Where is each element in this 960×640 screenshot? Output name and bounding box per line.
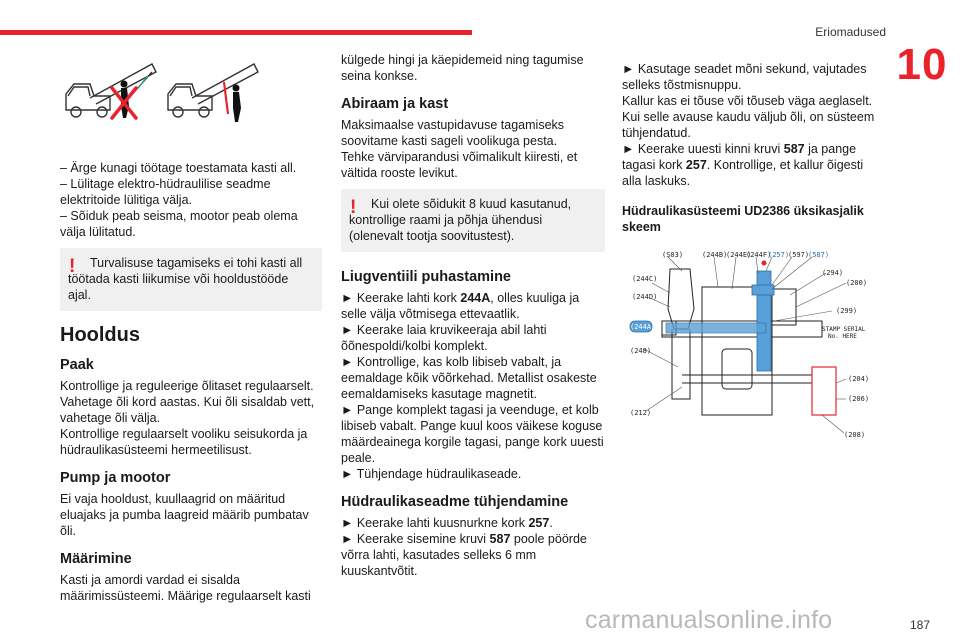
maarimine-text: Kasti ja amordi vardad ei sisalda määrimissüsteemi. Määrige regulaarselt kasti (60, 573, 311, 603)
svg-text:(244D): (244D) (632, 293, 658, 301)
hydraulic-diagram (622, 249, 870, 444)
svg-text:(244C): (244C) (632, 275, 658, 283)
svg-text:(257): (257) (768, 251, 790, 259)
svg-text:(206): (206) (848, 395, 870, 403)
heading-liugventiil: Liugventiili puhastamine (341, 269, 511, 285)
svg-text:(208): (208) (844, 431, 866, 439)
svg-text:(597): (597) (788, 251, 810, 259)
section-heading-hooldus: Hooldus (60, 324, 140, 346)
watermark: carmanualsonline.info (585, 606, 833, 634)
drain-step-1: ► Keerake lahti kuusnurkne kork 257. (341, 516, 553, 530)
drain-step-2: ► Keerake sisemine kruvi 587 poole pöörde võrra lahti, kasutades selleks 6 mm kuuskantvõtit. (341, 532, 587, 578)
svg-text:(244B): (244B) (702, 251, 728, 259)
svg-text:(244A): (244A) (630, 323, 656, 331)
svg-text:(S03): (S03) (662, 251, 684, 259)
abiraam-text-2: Tehke värviparandusi võimalikult kiiresti, et vältida rooste levikut. (341, 150, 578, 180)
svg-text:(244F): (244F) (746, 251, 772, 259)
svg-text:(200): (200) (846, 279, 868, 287)
bullet-item: – Sõiduk peab seisma, mootor peab olema välja lülitatud. (60, 209, 298, 239)
pump-text: Ei vaja hooldust, kuullaagrid on määritud eluajaks ja pumba laagreid määrib pumbatav õli. (60, 492, 309, 538)
heading-maarimine: Määrimine (60, 551, 132, 567)
paak-text: Kontrollige ja reguleerige õlitaset regulaarselt. Vahetage õli kord aastas. Kui õli sisaldab vett, vahetage õli välja. (60, 379, 315, 425)
section-title: Eriomadused (815, 25, 886, 39)
svg-text:(248): (248) (630, 347, 652, 355)
column-2 (341, 52, 605, 579)
safety-bullets (60, 160, 322, 240)
warning-box (341, 189, 605, 252)
heading-abiraam: Abiraam ja kast (341, 96, 449, 112)
svg-text:(294): (294) (822, 269, 844, 277)
svg-text:(212): (212) (630, 409, 652, 417)
drain-step-3: ► Kasutage seadet mõni sekund, vajutades selleks tõstmisnuppu. (622, 62, 867, 92)
warning-box (60, 248, 322, 311)
warning-icon: ! (69, 256, 76, 277)
svg-text:(587): (587) (808, 251, 830, 259)
page-number: 187 (909, 618, 930, 632)
step-2: ► Keerake laia kruvikeeraja abil lahti õõnespoldi/kolbi komplekt. (341, 323, 547, 353)
top-red-rule (0, 30, 472, 35)
drain-note: Kallur kas ei tõuse või tõuseb väga aeglaselt. Kui selle avause kaudu väljub õli, on süsteem tühjendatud. (622, 94, 875, 140)
svg-text:(299): (299) (836, 307, 858, 315)
warning-text: Turvalisuse tagamiseks ei tohi kasti all töötada kasti liikumise või hooldustööde ajal. (68, 256, 303, 302)
step-3: ► Kontrollige, kas kolb libiseb vabalt, ja eemaldage kõik võõrkehad. Metallist osakeste eemaldamiseks kasutage magnetit. (341, 355, 597, 401)
svg-text:(244E): (244E) (726, 251, 752, 259)
drain-step-4: ► Keerake uuesti kinni kruvi 587 ja pange tagasi kork 257. Kontrollige, et kallur õigesti alla laskuks. (622, 142, 864, 188)
warning-text: Kui olete sõidukit 8 kuud kasutanud, kontrollige raami ja põhja ühendusi (olenevalt tootja soovitustest). (349, 197, 572, 243)
svg-text:No. HERE: No. HERE (828, 333, 857, 340)
heading-paak: Paak (60, 357, 94, 373)
column-1 (60, 52, 322, 604)
step-4: ► Pange komplekt tagasi ja veenduge, et kolb libiseb vabalt. Pange kuul koos väikese koguse määrdeainega korgile tagasi, pange kork uuesti peale. (341, 403, 604, 465)
tipper-safety-illustration (60, 52, 260, 142)
chapter-number: 10 (896, 40, 948, 89)
heading-tuhjendamine: Hüdraulikaseadme tühjendamine (341, 494, 569, 510)
column-3 (622, 52, 884, 444)
abiraam-text: Maksimaalse vastupidavuse tagamiseks soovitame kasti sageli voolikuga pesta. (341, 118, 565, 148)
step-5: ► Tühjendage hüdraulikaseade. (341, 467, 522, 481)
bullet-item: – Lülitage elektro-hüdraulilise seadme elektritoide lülitiga välja. (60, 177, 271, 207)
svg-text:STAMP SERIAL: STAMP SERIAL (822, 326, 866, 333)
svg-text:(204): (204) (848, 375, 870, 383)
step-1: ► Keerake lahti kork 244A, olles kuuliga ja selle välja võtmisega ettevaatlik. (341, 291, 580, 321)
schema-heading: Hüdraulikasüsteemi UD2386 üksikasjalik skeem (622, 204, 864, 234)
heading-pump: Pump ja mootor (60, 470, 171, 486)
continued-text: külgede hingi ja käepidemeid ning tagumise seina konkse. (341, 53, 584, 83)
warning-icon: ! (350, 197, 357, 218)
paak-text-2: Kontrollige regulaarselt vooliku seisukorda ja hüdraulikasüsteemi hermeetilisust. (60, 427, 308, 457)
bullet-item: – Ärge kunagi töötage toestamata kasti all. (60, 161, 297, 175)
